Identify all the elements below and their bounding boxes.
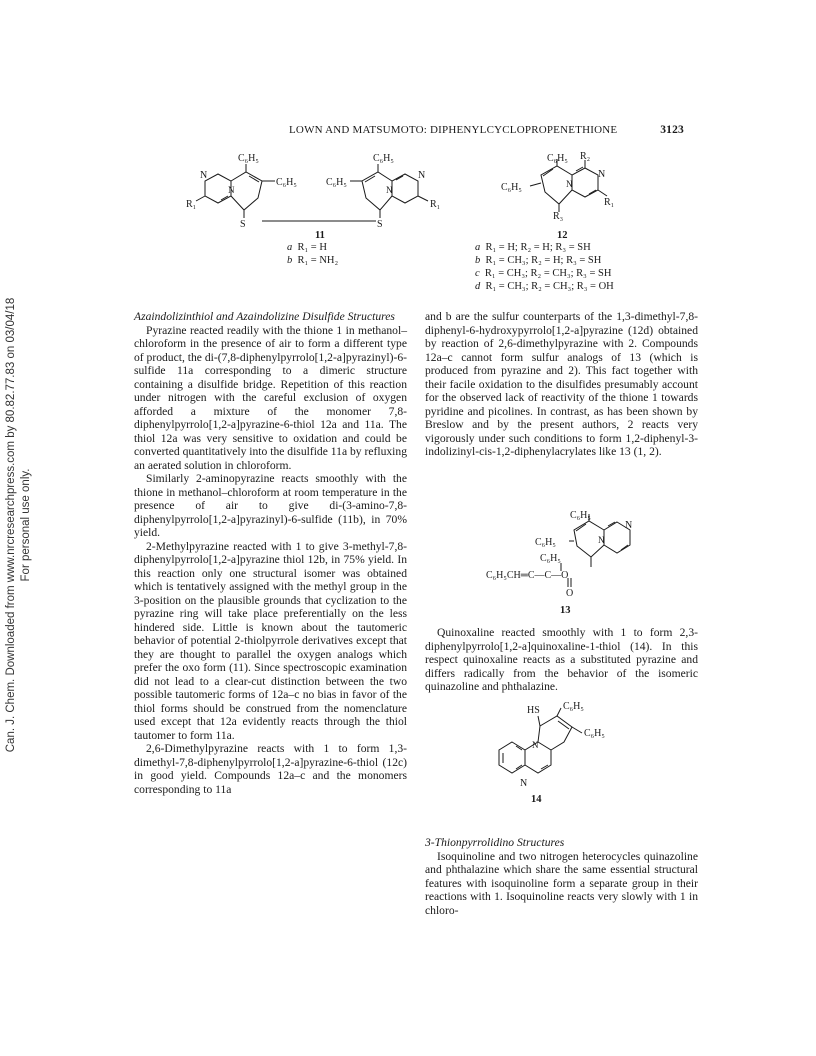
right-column-middle [425, 626, 698, 694]
watermark-line-2: For personal use only. [20, 468, 32, 582]
atom-n: N [532, 740, 539, 750]
structure-14-bonds [499, 708, 582, 773]
structure-11-number: 11 [315, 230, 325, 241]
left-column [134, 310, 407, 796]
structure-11-legend [287, 241, 338, 267]
atom-c6h5: C₆H₅ [276, 177, 297, 188]
atom-c6h5: C₆H₅ [501, 182, 522, 193]
paragraph: 2-Methylpyrazine reacted with 1 to give 3-methyl-7,8-diphenylpyrrolo[1,2-a]pyrazine thiol 12b, in 75% yield. In this reaction only one structural isomer was obtained which is tentatively assigned with the methyl group in the 3-position on the plausible grounds that cyclization to the pyrazine ring will take place preferentially on the less hindered side. Little is known about the tautomeric behavior of potential 2-thiolpyrrole derivatives except that they are thought to parallel the oxygen analogs which prefer the oxo form (11). Since spectroscopic examination did not lead to a clear-cut distinction between the two possible tautomeric forms of 12a–c no bias in favor of the thiol forms should be construed from the nomenclature used except that 12a evidently reacts through the thiol tautomer to form 11a. [134, 539, 407, 742]
structure-14-atoms [520, 701, 605, 789]
paragraph: and b are the sulfur counterparts of the 1,3-dimethyl-7,8-diphenyl-6-hydroxypyrrolo[1,2-a]pyrazine (12d) obtained by reaction of 2,6-dimethylpyrazine with 2. Compounds 12a–c cannot form sulfur analogs of 13 (which is produced from pyrazine and 2). This fact together with their facile oxidation to the disulfides presumably account for the observed lack of reactivity of the thione 1 towards pyridine and picolines. In contrast, as has been shown by Breslow and by the present authors, 2 reacts very vigorously under such conditions to form 1,2-diphenyl-3-indolizinyl-cis-1,2-diphenylacrylates like 13 (1, 2). [425, 310, 698, 458]
structure-12-atoms [501, 151, 614, 222]
atom-n: N [386, 185, 393, 195]
legend-row: d R₁ = CH₃; R₂ = CH₃; R₃ = OH [475, 281, 614, 292]
right-column-top [425, 310, 698, 459]
atom-n: N [200, 170, 208, 181]
atom-c6h5: C₆H₅ [563, 701, 584, 712]
right-column-bottom [425, 836, 698, 917]
atom-c6h5: C₆H₅ [535, 537, 556, 548]
atom-c6h5: C₆H₅ [326, 177, 347, 188]
atom-s: S [240, 219, 246, 230]
atom-n: N [566, 179, 573, 189]
atom-c6h5: C₆H₅ [584, 728, 605, 739]
atom-c6h5: C₆H₅ [570, 510, 591, 521]
atom-r2: R₂ [580, 151, 591, 162]
atom-s: S [377, 219, 383, 230]
atom-c6h5: C₆H₅ [373, 153, 394, 164]
structure-13-atoms [486, 510, 632, 599]
atom-r1: R₁ [430, 199, 441, 210]
structure-11-atoms [186, 153, 440, 230]
legend-row: a R₁ = H [287, 242, 327, 253]
atom-n: N [520, 778, 528, 789]
section-heading: Azaindolizinthiol and Azaindolizine Disulfide Structures [134, 310, 395, 323]
atom-c6h5: C₆H₅ [547, 153, 568, 164]
atom-n: N [228, 185, 235, 195]
atom-n: N [598, 169, 606, 180]
atom-r1: R₁ [186, 199, 197, 210]
acrylate-chain: C₆H₅CH═C—C—O [486, 570, 569, 581]
legend-row: c R₁ = CH₃; R₂ = CH₃; R₃ = SH [475, 268, 612, 279]
structure-12-legend [475, 241, 614, 293]
atom-o: O [566, 588, 574, 599]
atom-c6h5: C₆H₅ [540, 553, 561, 564]
atom-c6h5: C₆H₅ [238, 153, 259, 164]
legend-row: a R₁ = H; R₂ = H; R₃ = SH [475, 242, 591, 253]
structure-12-number: 12 [557, 230, 568, 241]
running-title: LOWN AND MATSUMOTO: DIPHENYLCYCLOPROPENETHIONE [289, 124, 618, 136]
atom-n: N [418, 170, 426, 181]
paragraph: Pyrazine reacted readily with the thione 1 in methanol–chloroform in the presence of air to form a different type of product, the di-(7,8-diphenylpyrrolo[1,2-a]pyrazinyl)-6-sulfide 11a corresponding to a dimeric structure containing a disulfide bridge. Repetition of this reaction under nitrogen with the careful exclusion of oxygen afforded a mixture of the monomer 7,8-diphenylpyrrolo[1,2-a]pyrazine-6-thiol 12a and 11a. The thiol 12a was very sensitive to oxidation and could be converted quantitatively into the disulfide 11a by refluxing an aerated solution in chloroform. [134, 323, 408, 472]
atom-r1: R₁ [604, 197, 615, 208]
paragraph: Quinoxaline reacted smoothly with 1 to form 2,3-diphenylpyrrolo[1,2-a]quinoxaline-1-thiol (14). In this respect quinoxaline reacts as a substituted pyrazine and differs radically from the behavior of the isomeric quinazoline and phthalazine. [425, 626, 698, 693]
atom-r3: R₃ [553, 211, 564, 222]
paragraph: 2,6-Dimethylpyrazine reacts with 1 to form 1,3-dimethyl-7,8-diphenylpyrrolo[1,2-a]pyrazine-6-thiol (12c) in good yield. Compounds 12a–c and the monomers corresponding to 11a [134, 742, 407, 796]
legend-row: b R₁ = NH₂ [287, 255, 339, 266]
atom-n: N [625, 520, 633, 531]
structure-13-bonds [561, 514, 633, 587]
watermark-line-1: Can. J. Chem. Downloaded from www.nrcresearchpress.com by 80.82.77.83 on 03/04/18 [5, 297, 17, 753]
structure-13-number: 13 [560, 605, 571, 616]
paragraph: Similarly 2-aminopyrazine reacts smoothly with the thione in methanol–chloroform at room temperature in the presence of air to give di-(3-amino-7,8-diphenylpyrrolo[1,2-a]pyrazinyl)-6-sulfide (11b), in 70% yield. [134, 472, 407, 539]
atom-n: N [598, 535, 605, 545]
section-heading: 3-Thionpyrrolidino Structures [425, 836, 565, 849]
atom-hs: HS [527, 705, 540, 716]
page-number: 3123 [660, 124, 684, 136]
paragraph: Isoquinoline and two nitrogen heterocycles quinazoline and phthalazine which share the same essential structural features with isoquinoline form a separate group in their reactions with 1. Isoquinoline reacts very slowly with 1 in chloro- [425, 849, 698, 917]
structure-14-number: 14 [531, 794, 542, 805]
legend-row: b R₁ = CH₃; R₂ = H; R₃ = SH [475, 255, 602, 266]
